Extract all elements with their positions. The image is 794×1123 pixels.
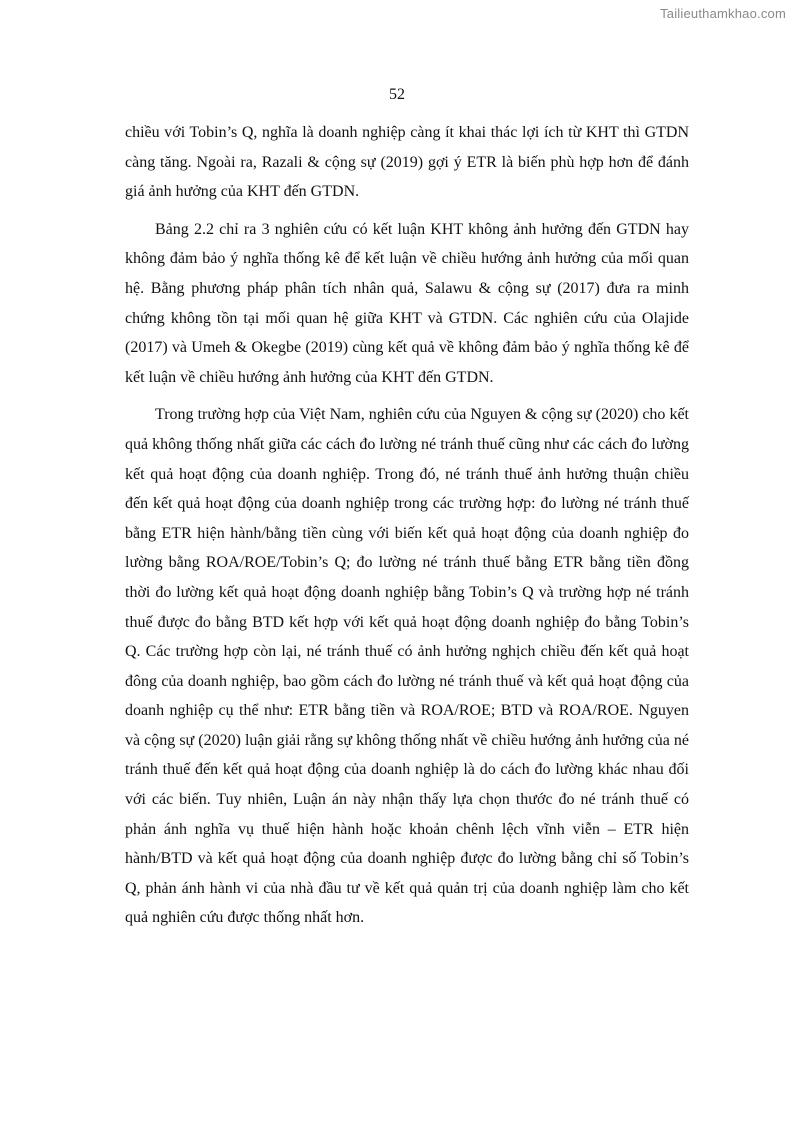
paragraph-3: Trong trường hợp của Việt Nam, nghiên cứu của Nguyen & cộng sự (2020) cho kết quả không thống nhất giữa các cách đo lường né tránh thuế cũng như các cách đo lường kết quả hoạt động của doanh nghiệp. Trong đó, né tránh thuế ảnh hưởng thuận chiều đến kết quả hoạt động của doanh nghiệp trong các trường hợp: đo lường né tránh thuế bằng ETR hiện hành/bằng tiền cùng với biến kết quả hoạt động của doanh nghiệp đo lường bằng ROA/ROE/Tobin’s Q; đo lường né tránh thuế bằng ETR bằng tiền đồng thời đo lường kết quả hoạt động doanh nghiệp bằng Tobin’s Q và trường hợp né tránh thuế được đo bằng BTD kết hợp với kết quả hoạt động doanh nghiệp đo bằng Tobin’s Q. Các trường hợp còn lại, né tránh thuế có ảnh hưởng nghịch chiều đến kết quả hoạt đông của doanh nghiệp, bao gồm cách đo lường né tránh thuế và kết quả hoạt động của doanh nghiệp cụ thể như: ETR bằng tiền và ROA/ROE; BTD và ROA/ROE. Nguyen và cộng sự (2020) luận giải rằng sự không thống nhất về chiều hướng ảnh hưởng của né tránh thuế đến kết quả hoạt động của doanh nghiệp là do cách đo lường khác nhau đối với các biến. Tuy nhiên, Luận án này nhận thấy lựa chọn thước đo né tránh thuế có phản ánh nghĩa vụ thuế hiện hành hoặc khoản chênh lệch vĩnh viễn – ETR hiện hành/BTD và kết quả hoạt động của doanh nghiệp được đo lường bằng chỉ số Tobin’s Q, phản ánh hành vi của nhà đầu tư về kết quả quản trị của doanh nghiệp làm cho kết quả nghiên cứu được thống nhất hơn.: [125, 406, 689, 927]
document-body: [125, 118, 689, 933]
page-number: 52: [389, 86, 405, 103]
paragraph-2: Bảng 2.2 chỉ ra 3 nghiên cứu có kết luận KHT không ảnh hưởng đến GTDN hay không đảm bảo ý nghĩa thống kê để kết luận về chiều hướng ảnh hưởng của mối quan hệ. Bằng phương pháp phân tích nhân quả, Salawu & cộng sự (2017) đưa ra minh chứng không tồn tại mối quan hệ giữa KHT và GTDN. Các nghiên cứu của Olajide (2017) và Umeh & Okegbe (2019) cùng kết quả về không đảm bảo ý nghĩa thống kê để kết luận về chiều hướng ảnh hưởng của KHT đến GTDN.: [125, 220, 689, 386]
watermark-text: Tailieuthamkhao.com: [660, 6, 786, 21]
paragraph-1: chiều với Tobin’s Q, nghĩa là doanh nghiệp càng ít khai thác lợi ích từ KHT thì GTDN càng tăng. Ngoài ra, Razali & cộng sự (2019) gợi ý ETR là biến phù hợp hơn để đánh giá ảnh hưởng của KHT đến GTDN.: [125, 124, 689, 201]
